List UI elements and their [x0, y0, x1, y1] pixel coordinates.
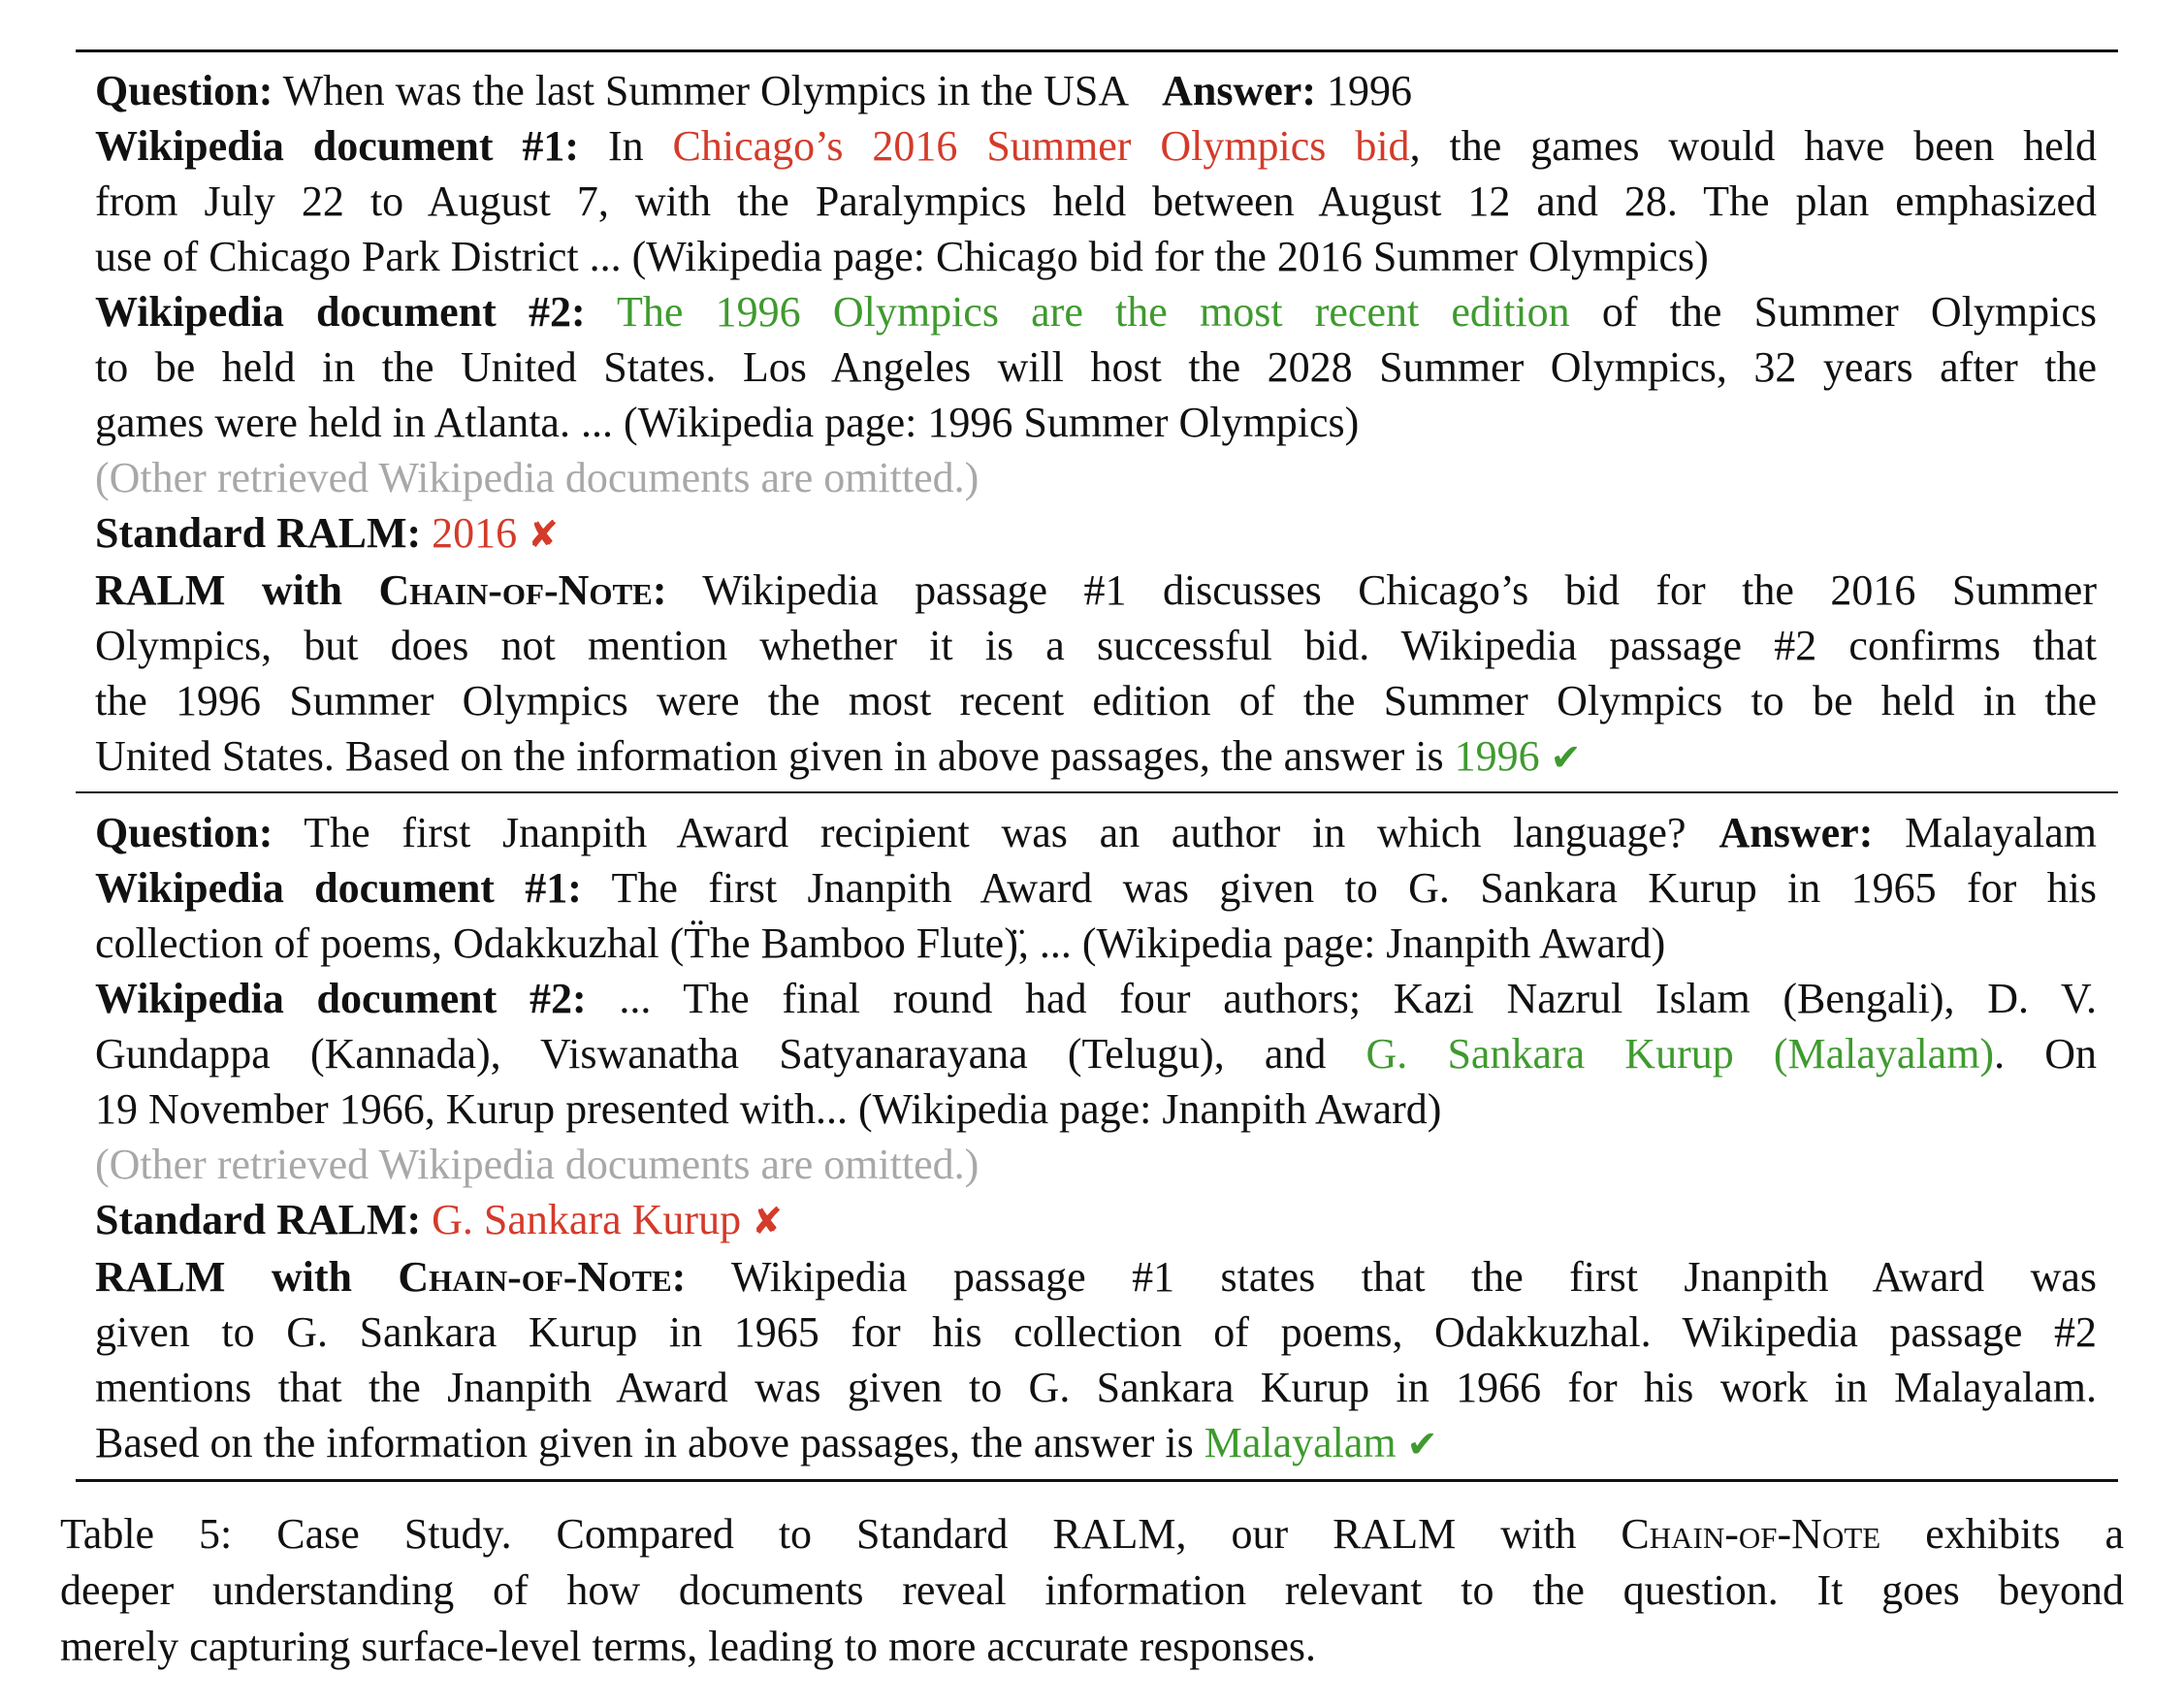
doc1-line-2: from July 22 to August 7, with the Paralympics held between August 12 and 28. The plan emphasized	[95, 177, 2097, 225]
standard-answer: G. Sankara Kurup	[432, 1196, 742, 1243]
relevant-highlight: G. Sankara Kurup (Malayalam)	[1365, 1030, 1995, 1078]
misleading-highlight: Chicago’s 2016 Summer Olympics bid	[672, 122, 1410, 170]
doc2-line-1: Wikipedia document #2: The 1996 Olympics are the most recent edition of the Summer Olympics	[95, 288, 2098, 336]
chain-of-note-line-3: the 1996 Summer Olympics were the most recent edition of the Summer Olympics to be held in the	[95, 677, 2097, 725]
doc1-line-1: Wikipedia document #1: The first Jnanpith Award was given to G. Sankara Kurup in 1965 for his	[95, 864, 2097, 912]
doc2-line-1: Wikipedia document #2: ... The final round had four authors; Kazi Nazrul Islam (Bengali), D. V.	[95, 975, 2098, 1022]
table-mid-rule	[76, 791, 2118, 793]
doc1-line-3: use of Chicago Park District ... (Wikipedia page: Chicago bid for the 2016 Summer Olympics)	[95, 233, 1709, 280]
standard-ralm-line: Standard RALM: G. Sankara Kurup ✘	[95, 1196, 783, 1243]
case-study-1	[95, 63, 2097, 786]
check-icon: ✔	[1406, 1423, 1438, 1465]
chain-of-note-line-4: United States. Based on the information given in above passages, the answer is 1996 ✔	[95, 732, 1582, 780]
standard-answer: 2016	[432, 509, 518, 557]
question-text: The first Jnanpith Award recipient was an author in which language?	[304, 809, 1686, 856]
question-line: Question: When was the last Summer Olympics in the USA Answer: 1996	[95, 67, 1412, 114]
chain-of-note-line-4: Based on the information given in above passages, the answer is Malayalam ✔	[95, 1419, 1438, 1466]
doc2-line-3: games were held in Atlanta. ... (Wikipedia page: 1996 Summer Olympics)	[95, 399, 1360, 446]
caption-line-2: deeper understanding of how documents reveal information relevant to the question. It goes beyond	[60, 1566, 2124, 1614]
chain-of-note-line-2: given to G. Sankara Kurup in 1965 for his collection of poems, Odakkuzhal. Wikipedia passage #2	[95, 1308, 2097, 1356]
table-bottom-rule	[76, 1479, 2118, 1482]
check-icon: ✔	[1550, 736, 1582, 779]
chain-of-note-line-2: Olympics, but does not mention whether it is a successful bid. Wikipedia passage #2 confirms that	[95, 622, 2097, 669]
table-top-rule	[76, 49, 2118, 52]
doc2-line-3: 19 November 1966, Kurup presented with... (Wikipedia page: Jnanpith Award)	[95, 1085, 1442, 1133]
case-study-2	[95, 805, 2097, 1472]
cross-icon: ✘	[528, 513, 559, 556]
doc2-line-2: Gundappa (Kannada), Viswanatha Satyanarayana (Telugu), and G. Sankara Kurup (Malayalam). On	[95, 1030, 2097, 1078]
doc1-line-2: collection of poems, Odakkuzhal (T̈he Bamboo Flute)̈, ... (Wikipedia page: Jnanpith Award)	[95, 919, 1666, 967]
table-caption	[60, 1506, 2124, 1675]
omitted-note: (Other retrieved Wikipedia documents are omitted.)	[95, 454, 980, 501]
caption-line-3: merely capturing surface-level terms, leading to more accurate responses.	[60, 1623, 1316, 1670]
doc1-line-1: Wikipedia document #1: In Chicago’s 2016 Summer Olympics bid, the games would have been held	[95, 122, 2098, 170]
chain-of-note-line-1: RALM with Chain-of-Note: Wikipedia passage #1 states that the first Jnanpith Award was	[95, 1253, 2097, 1301]
chain-of-note-answer: Malayalam	[1204, 1419, 1397, 1466]
standard-ralm-line: Standard RALM: 2016 ✘	[95, 509, 559, 557]
relevant-highlight: The 1996 Olympics are the most recent edition	[617, 288, 1570, 336]
cross-icon: ✘	[752, 1200, 783, 1242]
question-line: Question: The first Jnanpith Award recipient was an author in which language? Answer: Malayalam	[95, 809, 2097, 856]
question-text: When was the last Summer Olympics in the USA	[282, 67, 1130, 114]
chain-of-note-line-1: RALM with Chain-of-Note: Wikipedia passage #1 discusses Chicago’s bid for the 2016 Summer	[95, 566, 2097, 614]
answer-text: 1996	[1326, 67, 1412, 114]
omitted-note: (Other retrieved Wikipedia documents are omitted.)	[95, 1141, 980, 1188]
caption-line-1: Table 5: Case Study. Compared to Standard RALM, our RALM with Chain-of-Note exhibits a	[60, 1510, 2125, 1558]
doc2-line-2: to be held in the United States. Los Angeles will host the 2028 Summer Olympics, 32 years after the	[95, 343, 2097, 391]
chain-of-note-answer: 1996	[1454, 732, 1540, 780]
chain-of-note-line-3: mentions that the Jnanpith Award was given to G. Sankara Kurup in 1966 for his work in Malayalam.	[95, 1364, 2097, 1411]
answer-text: Malayalam	[1905, 809, 2097, 856]
